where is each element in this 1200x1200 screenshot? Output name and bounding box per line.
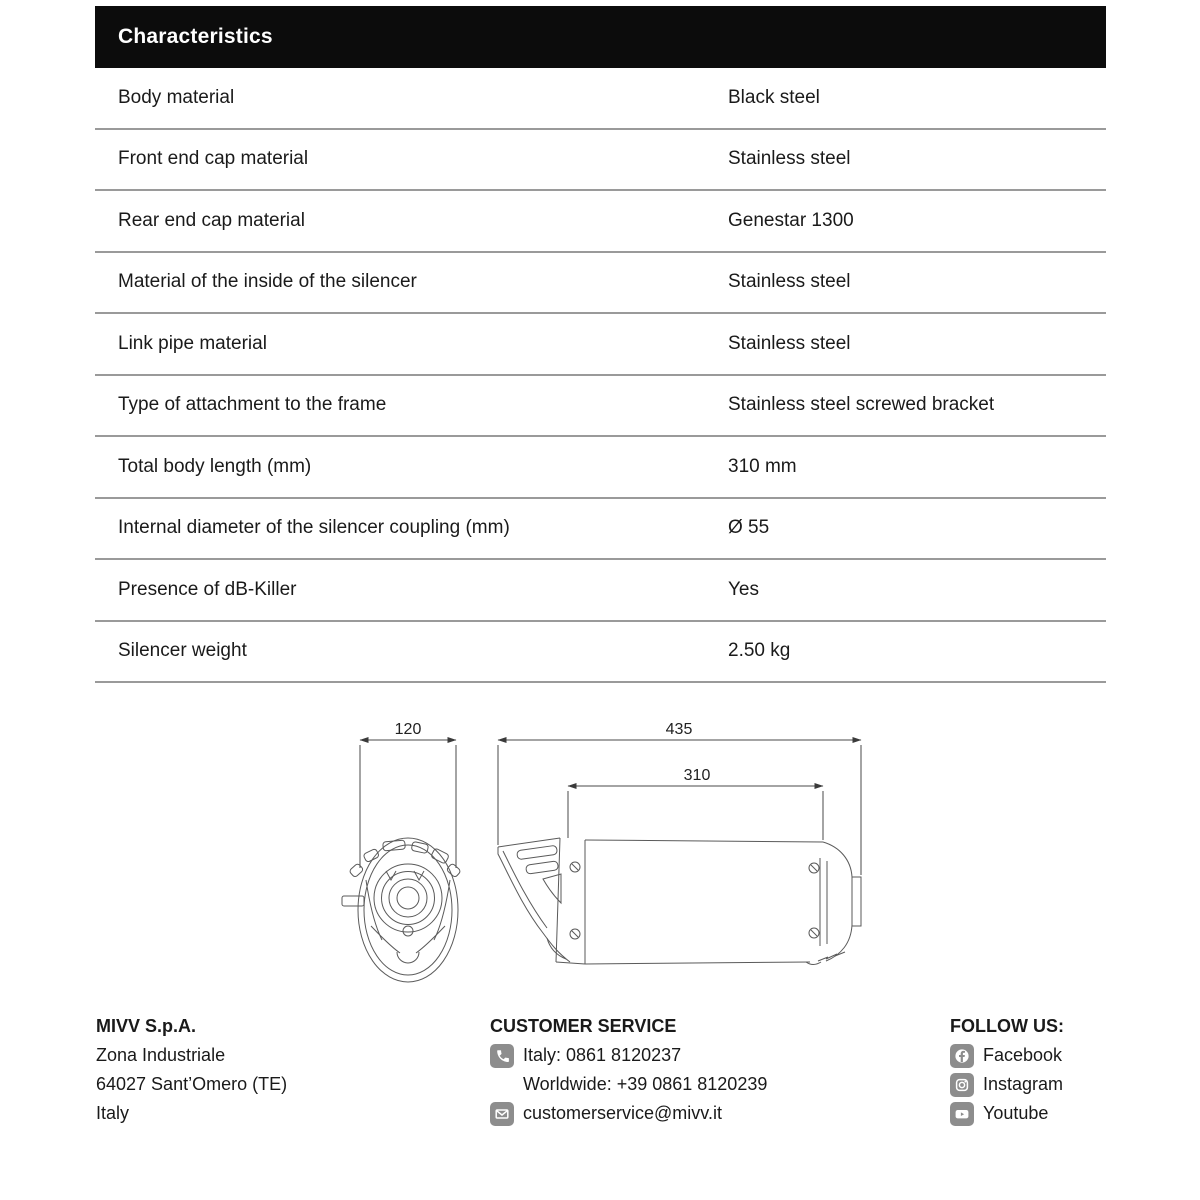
row-label: Type of attachment to the frame <box>118 394 387 416</box>
social-link-facebook[interactable] <box>950 1041 1064 1070</box>
table-row <box>95 68 1106 130</box>
social-link-instagram[interactable] <box>950 1070 1064 1099</box>
table-row <box>95 130 1106 192</box>
social-link-youtube[interactable] <box>950 1099 1064 1128</box>
follow-us <box>950 1012 1064 1128</box>
table-row <box>95 560 1106 622</box>
table-row <box>95 437 1106 499</box>
dim-label-120: 120 <box>394 721 422 738</box>
row-label: Presence of dB-Killer <box>118 578 297 600</box>
dim-label-435: 435 <box>665 721 693 738</box>
row-value: Stainless steel <box>728 148 851 170</box>
customer-service-title: CUSTOMER SERVICE <box>490 1016 677 1036</box>
company-address-line: Zona Industriale <box>96 1045 226 1065</box>
dimension-total-length <box>498 721 861 875</box>
phone-worldwide[interactable]: Worldwide: +39 0861 8120239 <box>523 1074 768 1094</box>
table-row <box>95 191 1106 253</box>
social-label: Instagram <box>983 1074 1064 1094</box>
row-label: Rear end cap material <box>118 209 305 231</box>
row-label: Internal diameter of the silencer coupling (mm) <box>118 517 510 539</box>
company-address-line: 64027 Sant’Omero (TE) <box>96 1074 288 1094</box>
follow-us-title: FOLLOW US: <box>950 1016 1064 1036</box>
dim-label-310: 310 <box>683 767 711 784</box>
phone-italy[interactable]: Italy: 0861 8120237 <box>523 1045 682 1065</box>
characteristics-title: Characteristics <box>118 25 273 48</box>
row-value: Yes <box>728 578 759 600</box>
row-label: Silencer weight <box>118 640 247 662</box>
facebook-icon <box>950 1044 974 1068</box>
row-label: Material of the inside of the silencer <box>118 271 417 293</box>
row-label: Total body length (mm) <box>118 455 312 477</box>
dimension-body-length <box>568 767 823 840</box>
row-value: Ø 55 <box>728 517 770 539</box>
company-info <box>96 1012 287 1128</box>
customer-service <box>490 1012 767 1128</box>
company-name: MIVV S.p.A. <box>96 1016 197 1036</box>
table-row <box>95 376 1106 438</box>
youtube-icon <box>950 1102 974 1126</box>
row-value: Stainless steel <box>728 271 851 293</box>
technical-drawing <box>330 700 900 1005</box>
row-value: Genestar 1300 <box>728 209 854 231</box>
table-row <box>95 622 1106 684</box>
social-label: Youtube <box>983 1103 1049 1123</box>
row-value: 2.50 kg <box>728 640 791 662</box>
table-row <box>95 253 1106 315</box>
row-value: Stainless steel screwed bracket <box>728 394 995 416</box>
row-label: Front end cap material <box>118 148 309 170</box>
row-label: Link pipe material <box>118 332 267 354</box>
email-icon <box>490 1102 514 1126</box>
characteristics-header <box>95 6 1106 68</box>
row-value: Stainless steel <box>728 332 851 354</box>
instagram-icon <box>950 1073 974 1097</box>
customer-service-email[interactable]: customerservice@mivv.it <box>523 1103 722 1123</box>
social-label: Facebook <box>983 1045 1063 1065</box>
characteristics-table <box>95 6 1106 683</box>
row-value: Black steel <box>728 86 820 108</box>
table-row <box>95 314 1106 376</box>
phone-icon <box>490 1044 514 1068</box>
silencer-side-view <box>498 838 861 965</box>
dimension-front-width <box>360 721 456 868</box>
company-address-line: Italy <box>96 1103 130 1123</box>
row-label: Body material <box>118 86 235 108</box>
row-value: 310 mm <box>728 455 797 477</box>
table-row <box>95 499 1106 561</box>
